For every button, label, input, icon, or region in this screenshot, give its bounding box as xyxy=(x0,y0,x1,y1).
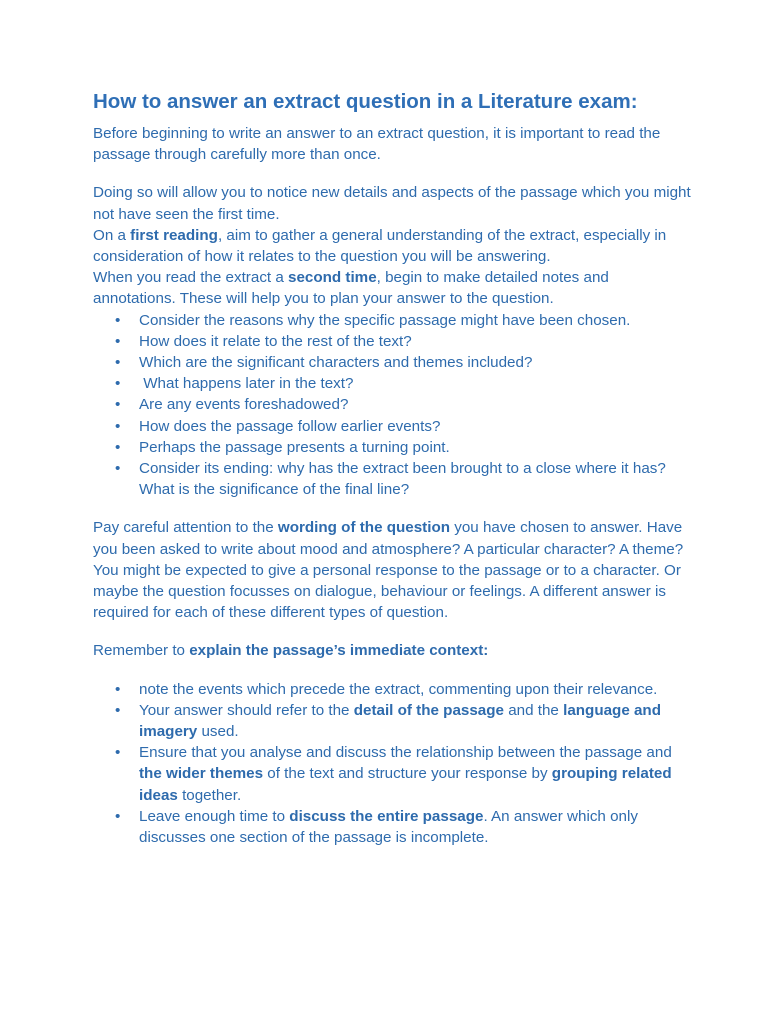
paragraph-notice-details: Doing so will allow you to notice new details and aspects of the passage which you might not have seen the first time. xyxy=(93,184,691,223)
annotation-checklist xyxy=(93,310,693,501)
bold-grouping-related-ideas: grouping related ideas xyxy=(139,765,672,804)
list-item-text: How does it relate to the rest of the text? xyxy=(139,332,412,350)
bold-first-reading: first reading xyxy=(130,226,218,244)
list-item-text: note the events which precede the extract, commenting upon their relevance. xyxy=(139,680,658,698)
bullet-icon: • xyxy=(115,460,121,478)
text-run: together. xyxy=(177,786,242,804)
bold-wider-themes: the wider themes xyxy=(139,765,264,783)
text-run: Leave enough time to xyxy=(139,807,290,825)
text-run: and the xyxy=(503,701,564,719)
spacer xyxy=(93,500,693,517)
bold-second-time: second time xyxy=(288,269,377,287)
list-item xyxy=(93,394,693,415)
list-item xyxy=(93,352,693,373)
list-item-text: Consider its ending: why has the extract been brought to a close where it has? What is the significance of the final line? xyxy=(139,460,666,499)
bold-wording-of-question: wording of the question xyxy=(277,519,451,537)
paragraph-first-reading xyxy=(93,225,693,267)
text-run: Your answer should refer to the xyxy=(139,701,354,719)
list-item xyxy=(93,806,693,848)
bold-language-and-imagery: language and imagery xyxy=(139,701,661,741)
bold-immediate-context: explain the passage’s immediate context: xyxy=(189,642,489,660)
bold-discuss-entire-passage: discuss the entire passage xyxy=(289,807,484,825)
spacer xyxy=(93,662,693,679)
bullet-icon: • xyxy=(115,680,121,698)
text-run: used. xyxy=(197,723,239,741)
text-run: On a xyxy=(93,226,131,244)
paragraph-second-time xyxy=(93,267,693,309)
list-item xyxy=(93,700,693,742)
list-item-text: Which are the significant characters and themes included? xyxy=(139,354,533,372)
paragraph-wording-of-question xyxy=(93,517,693,623)
list-item-text: Consider the reasons why the specific passage might have been chosen. xyxy=(139,311,631,329)
list-item xyxy=(93,679,693,700)
spacer xyxy=(93,165,693,182)
list-item xyxy=(93,437,693,458)
document-page xyxy=(93,88,693,848)
page-title: How to answer an extract question in a Literature exam: xyxy=(93,90,638,113)
bullet-icon: • xyxy=(115,417,121,435)
list-item xyxy=(93,310,693,331)
spacer xyxy=(93,623,693,640)
list-item xyxy=(93,416,693,437)
bold-detail-of-passage: detail of the passage xyxy=(353,701,504,719)
text-run: When you read the extract a xyxy=(93,269,289,287)
bullet-icon: • xyxy=(115,332,121,350)
text-run: of the text and structure your response by xyxy=(263,765,552,783)
list-item-text: Perhaps the passage presents a turning point. xyxy=(139,438,450,456)
list-item-text: Are any events foreshadowed? xyxy=(139,396,349,414)
bullet-icon: • xyxy=(115,375,121,393)
bullet-icon: • xyxy=(115,354,121,372)
text-run: Ensure that you analyse and discuss the relationship between the passage and xyxy=(139,744,672,762)
context-checklist xyxy=(93,679,693,849)
text-run: you have chosen to answer. Have you been asked to write about mood and atmosphere? A particular character? A theme? You might be expected to give a personal response to the passage or to a character. Or maybe the question focusses on dialogue, behaviour or feelings. A different answer is required for each of these different types of question. xyxy=(93,519,684,622)
list-item xyxy=(93,742,693,806)
list-item xyxy=(93,331,693,352)
bullet-icon: • xyxy=(115,396,121,414)
bullet-icon: • xyxy=(115,807,121,825)
bullet-icon: • xyxy=(115,438,121,456)
text-run: Remember to xyxy=(93,642,190,660)
list-item-text: How does the passage follow earlier events? xyxy=(139,417,441,435)
bullet-icon: • xyxy=(115,701,121,719)
bullet-icon: • xyxy=(115,311,121,329)
list-item xyxy=(93,458,693,500)
paragraph-immediate-context xyxy=(93,640,693,661)
text-run: , aim to gather a general understanding of the extract, especially in consideration of how it relates to the question you will be answering. xyxy=(93,226,667,266)
list-item xyxy=(93,373,693,394)
text-run: , begin to make detailed notes and annotations. These will help you to plan your answer to the question. xyxy=(93,269,609,308)
bullet-icon: • xyxy=(115,744,121,762)
list-item-text: What happens later in the text? xyxy=(139,375,354,393)
text-run: Pay careful attention to the xyxy=(93,519,278,537)
intro-paragraph: Before beginning to write an answer to an extract question, it is important to read the passage through carefully more than once. xyxy=(93,125,661,164)
text-run: . An answer which only discusses one section of the passage is incomplete. xyxy=(139,807,638,847)
